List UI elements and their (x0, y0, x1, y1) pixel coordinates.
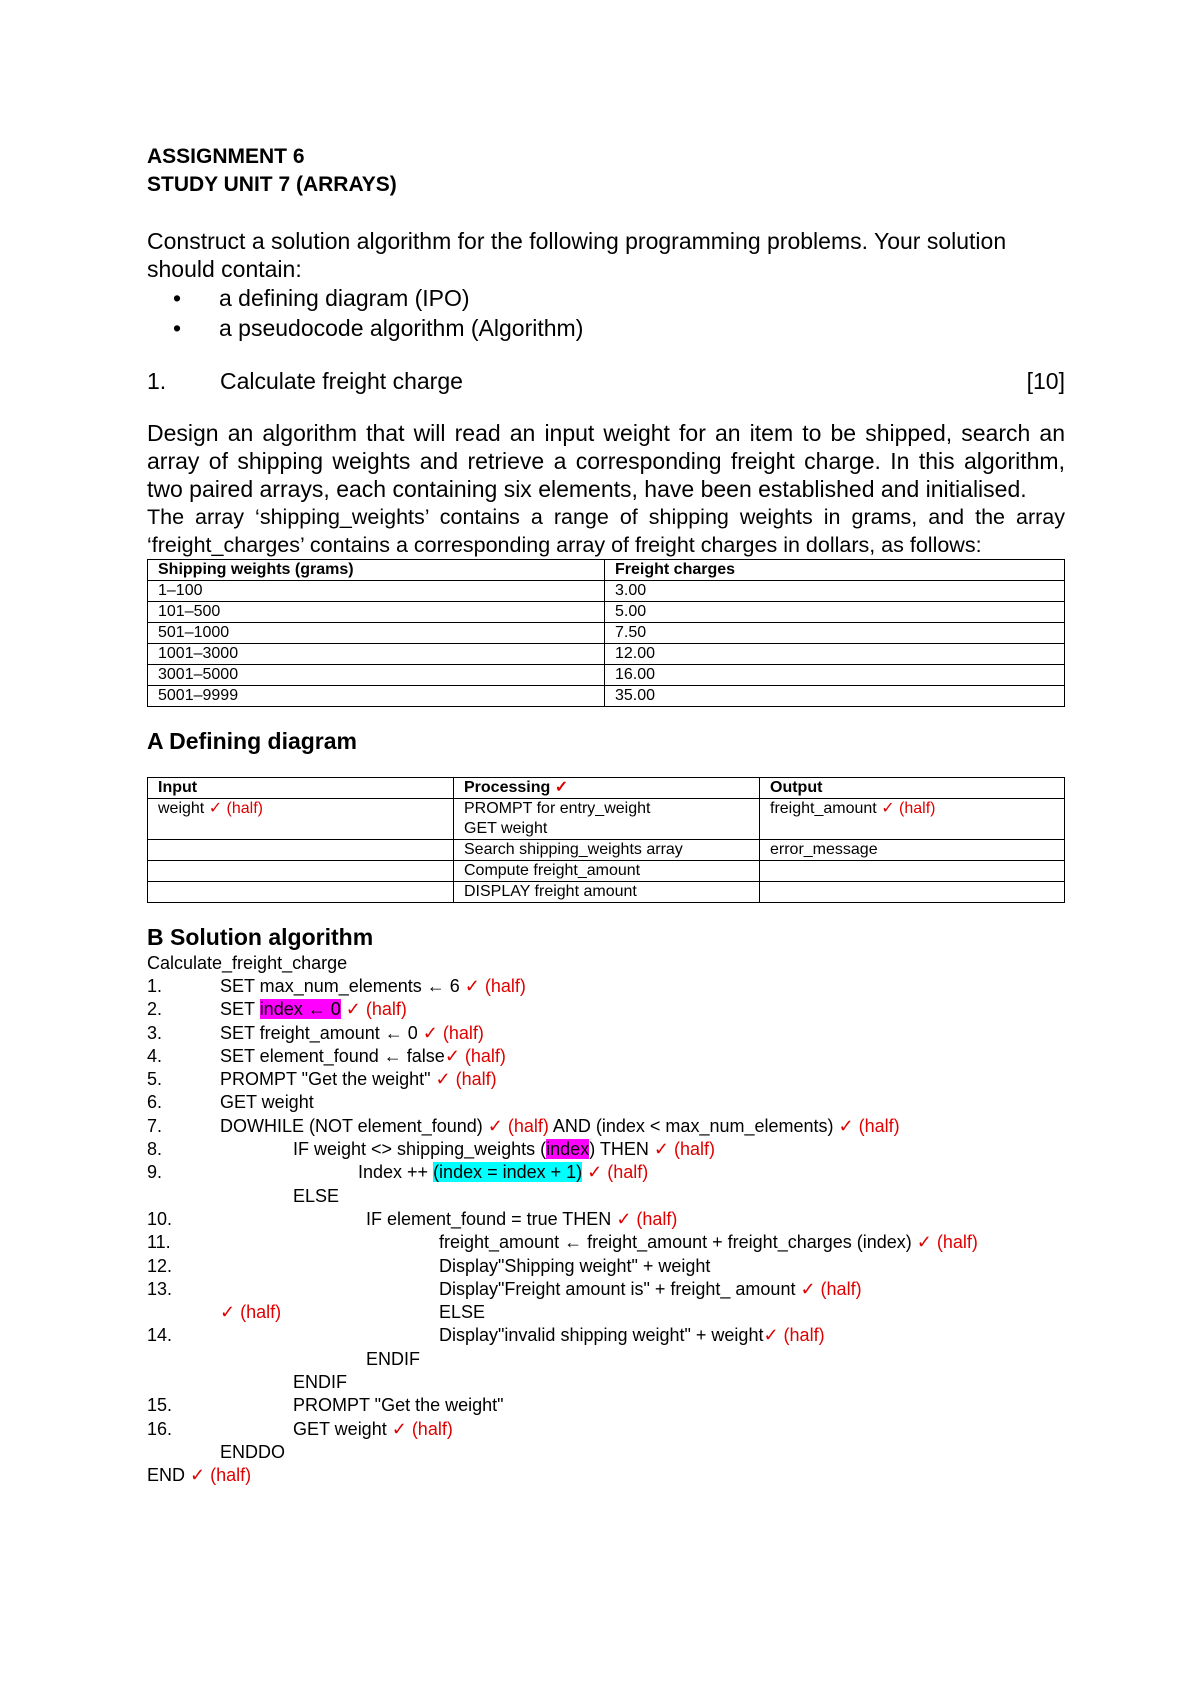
half-mark: ✓ (half) (881, 800, 936, 817)
algorithm-line: 4. SET element_found ← false✓ (half) (147, 1045, 506, 1066)
table-row (148, 882, 1065, 903)
half-mark: ✓ (half) (208, 800, 264, 817)
algorithm-line: 1. SET max_num_elements ← 6 ✓ (half) (147, 976, 526, 996)
algorithm-line: 8. IF weight <> shipping_weights (index) THEN ✓ (half) (147, 1139, 715, 1160)
algorithm-line: END ✓ (half) (147, 1465, 252, 1486)
algorithm-line: 11. freight_amount ← freight_amount + freight_charges (index) ✓ (half) (147, 1232, 978, 1253)
table-cell: 101–500 (148, 602, 605, 623)
half-mark: ✓ (half) (916, 1232, 978, 1253)
algorithm-line: ELSE (293, 1185, 340, 1206)
bullet-item: • a pseudocode algorithm (Algorithm) (173, 315, 584, 341)
algorithm-line: 2. SET index ← 0 ✓ (half) (147, 999, 407, 1020)
column-header-output: Output (760, 778, 1065, 799)
table-cell: 1–100 (148, 581, 605, 602)
table-row (148, 840, 1065, 861)
defining-diagram-table (147, 777, 1065, 903)
intro-text: Construct a solution algorithm for the following programming problems. Your solution should contain: (147, 228, 1007, 282)
table-cell: 5.00 (605, 602, 1065, 623)
output-cell (760, 861, 1065, 882)
half-mark: ✓ (half) (653, 1139, 715, 1160)
table-row (148, 581, 1065, 602)
question-description: Design an algorithm that will read an input weight for an item to be shipped, search an array of shipping weights and retrieve a corresponding freight charge. In this algorithm, two paired arrays, each containing six elements, have been established and initialised. (147, 420, 1065, 502)
table-row (148, 602, 1065, 623)
table-cell: 7.50 (605, 623, 1065, 644)
half-mark: ✓ (half) (444, 1045, 506, 1066)
column-header-input: Input (148, 778, 454, 799)
table-row (148, 665, 1065, 686)
algorithm-line: 9. Index ++ (index = index + 1) ✓ (half) (147, 1162, 649, 1183)
assignment-heading (147, 143, 1065, 199)
input-cell (148, 861, 454, 882)
table-row (148, 686, 1065, 707)
table-cell: 3.00 (605, 581, 1065, 602)
table-cell: 501–1000 (148, 623, 605, 644)
section-b-title: B Solution algorithm (147, 924, 374, 950)
algorithm-line: 16. GET weight ✓ (half) (147, 1418, 453, 1439)
algorithm-line: 7. DOWHILE (NOT element_found) ✓ (half) AND (index < max_num_elements) ✓ (half) (147, 1115, 900, 1136)
table-row (148, 644, 1065, 665)
question-number: 1. (147, 368, 167, 394)
half-mark: ✓ (half) (220, 1302, 282, 1323)
freight-table (147, 559, 1065, 707)
question-title: Calculate freight charge (220, 368, 463, 394)
table-row (148, 861, 1065, 882)
column-header: Shipping weights (grams) (148, 560, 605, 581)
column-header-processing: Processing ✓ (454, 778, 760, 799)
half-mark: ✓ (half) (422, 1022, 484, 1043)
algorithm-line: 15. PROMPT "Get the weight" (147, 1395, 504, 1416)
table-header-row (148, 560, 1065, 581)
table-cell: 35.00 (605, 686, 1065, 707)
half-mark: ✓ (half) (435, 1069, 497, 1090)
processing-cell: Compute freight_amount (454, 861, 760, 882)
column-header: Freight charges (605, 560, 1065, 581)
check-icon: ✓ (554, 779, 569, 796)
question-heading (147, 367, 1065, 395)
highlight: index ← 0 (259, 999, 341, 1020)
half-mark: ✓ (half) (587, 1162, 649, 1183)
half-mark: ✓ (half) (763, 1325, 825, 1346)
algorithm-line: ENDDO (220, 1441, 286, 1462)
algorithm-line: 12. Display"Shipping weight" + weight (147, 1255, 711, 1276)
algorithm-line: 10. IF element_found = true THEN ✓ (half) (147, 1208, 678, 1229)
table-cell: 5001–9999 (148, 686, 605, 707)
algorithm-line: 14. Display"invalid shipping weight" + weight✓ (half) (147, 1325, 825, 1346)
algorithm-line: 13. Display"Freight amount is" + freight_ amount ✓ (half) (147, 1278, 862, 1299)
table-cell: 1001–3000 (148, 644, 605, 665)
table-header-row (148, 778, 1065, 799)
algorithm-line: ENDIF (293, 1372, 347, 1393)
bullet-icon: • (173, 285, 182, 311)
algorithm-line: 3. SET freight_amount ← 0 ✓ (half) (147, 1022, 484, 1043)
output-cell (760, 882, 1065, 903)
algorithm-line: 6. GET weight (147, 1092, 314, 1113)
algorithm-line: 5. PROMPT "Get the weight" ✓ (half) (147, 1069, 497, 1090)
half-mark: ✓ (half) (838, 1115, 900, 1136)
question-marks: [10] (1026, 368, 1065, 394)
algorithm-line: ENDIF (366, 1348, 420, 1369)
highlight: (index = index + 1) (433, 1162, 583, 1183)
half-mark: ✓ (half) (800, 1278, 862, 1299)
table-row (148, 799, 1065, 840)
algorithm-line: ✓ (half) ELSE (147, 1301, 1065, 1324)
half-mark: ✓ (half) (487, 1115, 549, 1136)
table-cell: 3001–5000 (148, 665, 605, 686)
input-cell: weight ✓ (half) (148, 799, 454, 840)
half-mark: ✓ (half) (616, 1208, 678, 1229)
algorithm-name: Calculate_freight_charge (147, 953, 348, 973)
processing-cell: DISPLAY freight amount (454, 882, 760, 903)
half-mark: ✓ (half) (190, 1465, 252, 1486)
bullet-icon: • (173, 315, 182, 341)
question-description-arrays: The array ‘shipping_weights’ contains a range of shipping weights in grams, and the array ‘freight_charges’ contains a corresponding array of freight charges in dollars, as follows: (147, 505, 1065, 557)
processing-cell: PROMPT for entry_weight GET weight (454, 799, 760, 840)
table-cell: 12.00 (605, 644, 1065, 665)
highlight: index (546, 1139, 590, 1160)
processing-cell: Search shipping_weights array (454, 840, 760, 861)
output-cell: freight_amount ✓ (half) (760, 799, 1065, 840)
section-a-title: A Defining diagram (147, 728, 357, 754)
half-mark: ✓ (half) (391, 1418, 453, 1439)
table-row (148, 623, 1065, 644)
output-cell: error_message (760, 840, 1065, 861)
table-cell: 16.00 (605, 665, 1065, 686)
input-cell (148, 840, 454, 861)
half-mark: ✓ (half) (345, 999, 407, 1020)
algorithm-listing (147, 975, 1065, 1488)
study-unit-title: STUDY UNIT 7 (ARRAYS) (147, 173, 397, 196)
document-page (147, 143, 1065, 1488)
half-mark: ✓ (half) (464, 976, 526, 996)
bullet-item: • a defining diagram (IPO) (173, 285, 470, 311)
input-cell (148, 882, 454, 903)
assignment-title: ASSIGNMENT 6 (147, 145, 305, 168)
